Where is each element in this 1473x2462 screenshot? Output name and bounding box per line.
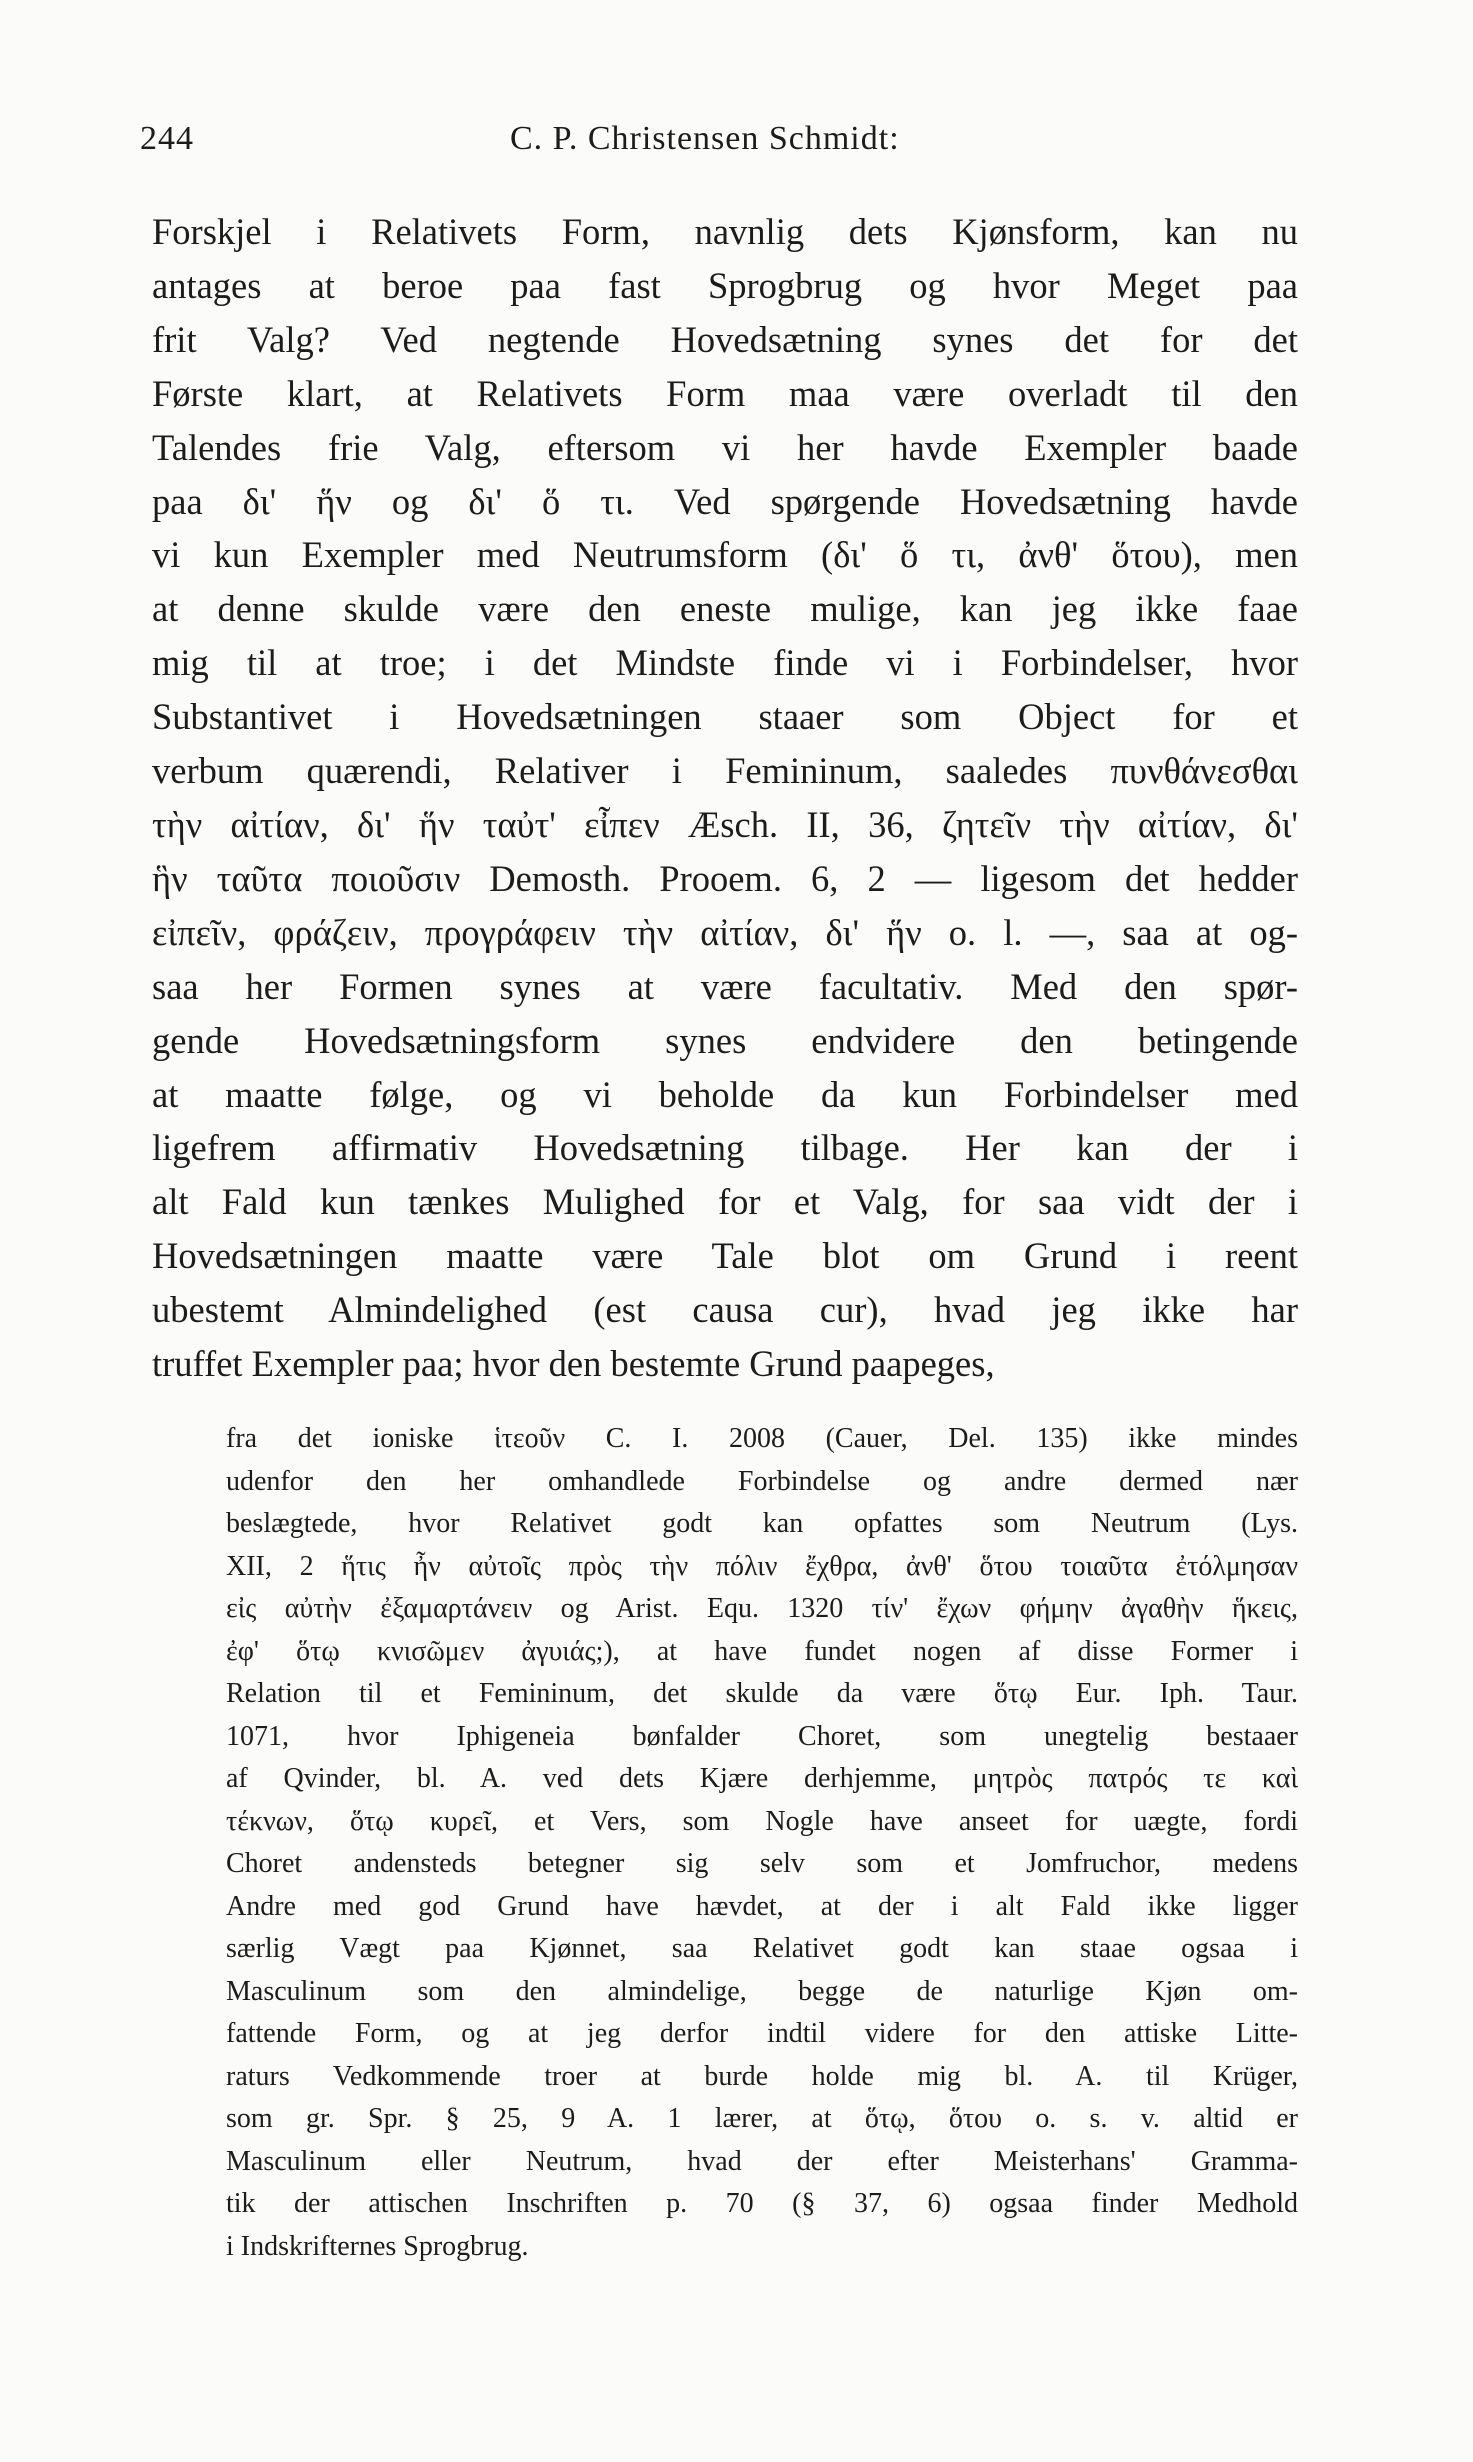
footnote-line: εἰς αὐτὴν ἐξαμαρτάνειν og Arist. Equ. 1320 τίν' ἔχων φήμην ἀγαθὴν ἥκεις,	[226, 1593, 1298, 1624]
page-number: 244	[140, 120, 194, 157]
text-line: frit Valg? Ved negtende Hovedsætning synes det for det	[152, 318, 1298, 360]
footnote-line: Masculinum eller Neutrum, hvad der efter Meisterhans' Gramma-	[226, 2145, 1298, 2177]
text-line: Forskjel i Relativets Form, navnlig dets Kjønsform, kan nu	[152, 211, 1298, 252]
text-line: verbum quærendi, Relativer i Femininum, saaledes πυνθάνεσθαι	[152, 750, 1298, 792]
footnote-line: tik der attischen Inschriften p. 70 (§ 37, 6) ogsaa finder Medhold	[226, 2188, 1298, 2219]
footnote-line: ἐφ' ὅτῳ κνισῶμεν ἀγυιάς;), at have fundet nogen af disse Former i	[226, 1635, 1298, 1667]
footnote-line: Andre med god Grund have hævdet, at der i alt Fald ikke ligger	[226, 1890, 1298, 1922]
page-header	[140, 120, 1340, 170]
footnote-line: fattende Form, og at jeg derfor indtil videre for den attiske Litte-	[226, 2018, 1298, 2049]
footnote-line: τέκνων, ὅτῳ κυρεῖ, et Vers, som Nogle have anseet for uægte, fordi	[226, 1805, 1298, 1837]
text-line: ligefrem affirmativ Hovedsætning tilbage. Her kan der i	[152, 1127, 1298, 1169]
footnote-line: XII, 2 ἥτις ἦν αὐτοῖς πρὸς τὴν πόλιν ἔχθρα, ἀνθ' ὅτου τοιαῦτα ἐτόλμησαν	[226, 1550, 1298, 1582]
footnote-line: beslægtede, hvor Relativet godt kan opfattes som Neutrum (Lys.	[226, 1508, 1298, 1539]
text-line: truffet Exempler paa; hvor den bestemte Grund paapeges,	[152, 1343, 995, 1385]
running-head: C. P. Christensen Schmidt:	[510, 120, 900, 157]
footnote-line: som gr. Spr. § 25, 9 A. 1 lærer, at ὅτῳ, ὅτου o. s. v. altid er	[226, 2103, 1298, 2134]
text-line: εἰπεῖν, φράζειν, προγράφειν τὴν αἰτίαν, δι' ἥν o. l. —, saa at og-	[152, 911, 1298, 953]
footnote-line: Choret andensteds betegner sig selv som et Jomfruchor, medens	[226, 1848, 1298, 1879]
text-line: mig til at troe; i det Mindste finde vi i Forbindelser, hvor	[152, 642, 1298, 684]
text-line: τὴν αἰτίαν, δι' ἥν ταὐτ' εἶπεν Æsch. II, 36, ζητεῖν τὴν αἰτίαν, δι'	[152, 803, 1298, 845]
footnote-line: Masculinum som den almindelige, begge de naturlige Kjøn om-	[226, 1975, 1298, 2007]
text-line: at denne skulde være den eneste mulige, kan jeg ikke faae	[152, 588, 1298, 630]
footnote-block	[226, 1418, 1298, 2268]
text-line: Hovedsætningen maatte være Tale blot om Grund i reent	[152, 1235, 1298, 1277]
footnote-line: i Indskrifternes Sprogbrug.	[226, 2230, 529, 2262]
text-line: Første klart, at Relativets Form maa være overladt til den	[152, 372, 1298, 414]
text-line: Talendes frie Valg, eftersom vi her havde Exempler baade	[152, 426, 1298, 468]
text-line: paa δι' ἥν og δι' ὅ τι. Ved spørgende Hovedsætning havde	[152, 480, 1298, 522]
text-line: gende Hovedsætningsform synes endvidere den betingende	[152, 1019, 1298, 1061]
footnote-line: fra det ioniske ἱτεοῦν C. I. 2008 (Cauer, Del. 135) ikke mindes	[226, 1423, 1298, 1454]
text-line: antages at beroe paa fast Sprogbrug og hvor Meget paa	[152, 264, 1298, 306]
main-text-block	[152, 205, 1298, 1391]
footnote-line: af Qvinder, bl. A. ved dets Kjære derhjemme, μητρὸς πατρός τε καὶ	[226, 1763, 1298, 1794]
footnote-line: raturs Vedkommende troer at burde holde mig bl. A. til Krüger,	[226, 2060, 1298, 2092]
text-line: at maatte følge, og vi beholde da kun Forbindelser med	[152, 1073, 1298, 1115]
text-line: ubestemt Almindelighed (est causa cur), hvad jeg ikke har	[152, 1289, 1298, 1331]
footnote-line: udenfor den her omhandlede Forbindelse og andre dermed nær	[226, 1465, 1298, 1497]
text-line: vi kun Exempler med Neutrumsform (δι' ὅ τι, ἀνθ' ὅτου), men	[152, 534, 1298, 576]
footnote-line: Relation til et Femininum, det skulde da være ὅτῳ Eur. Iph. Taur.	[226, 1678, 1298, 1709]
text-line: alt Fald kun tænkes Mulighed for et Valg, for saa vidt der i	[152, 1181, 1298, 1223]
text-line: Substantivet i Hovedsætningen staaer som Object for et	[152, 696, 1298, 738]
text-line: saa her Formen synes at være facultativ. Med den spør-	[152, 965, 1298, 1007]
text-line: ἣν ταῦτα ποιοῦσιν Demosth. Prooem. 6, 2 — ligesom det hedder	[152, 857, 1298, 899]
footnote-line: 1071, hvor Iphigeneia bønfalder Choret, som unegtelig bestaaer	[226, 1720, 1298, 1752]
footnote-line: særlig Vægt paa Kjønnet, saa Relativet godt kan staae ogsaa i	[226, 1933, 1298, 1964]
